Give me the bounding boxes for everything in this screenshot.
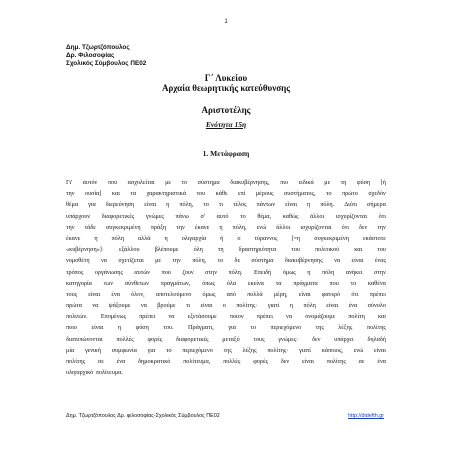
body-word: η [166, 201, 170, 209]
body-word: ειδικά [298, 179, 314, 186]
body-word: κάποιος, [321, 346, 343, 354]
body-word: κάθε [215, 190, 228, 198]
body-word: η [94, 234, 98, 242]
body-word: κατηγορία [66, 279, 92, 287]
body-word: στην [205, 268, 218, 276]
body-word: συγκεκριμένη [314, 234, 349, 242]
body-word: αυτόν [82, 179, 98, 186]
body-word: πόλη, [192, 257, 207, 265]
body-word: αλλά [137, 234, 151, 242]
body-word: σχεδόν [368, 190, 386, 198]
body-word: πολιτικού [315, 246, 340, 254]
body-line [66, 300, 386, 311]
body-line [66, 289, 386, 300]
body-word: Πράγματι, [188, 324, 214, 332]
body-word: γιατί [267, 302, 280, 310]
body-word: γνώμες [145, 212, 164, 220]
body-word: το [181, 179, 188, 186]
body-word: ισχυρίζονται [300, 223, 332, 231]
body-word: είναι [200, 302, 213, 310]
body-word: η [289, 302, 294, 310]
body-word: καθώς [282, 212, 299, 220]
body-word: συστήματος, [283, 190, 316, 198]
body-word: Γι' [66, 179, 73, 186]
course-title: Αρχαία θεωρητικής κατεύθυνσης [161, 83, 291, 93]
body-word: θέμα, [257, 212, 272, 220]
body-word: πάνω [175, 212, 189, 220]
body-word: γενική [84, 346, 102, 354]
body-word: με [165, 179, 172, 186]
body-word: πράγματα [293, 279, 318, 287]
body-word: εξάλλου [118, 246, 140, 254]
body-word: ανήκει [345, 268, 363, 276]
unit-heading: Ενότητα 15η [205, 120, 247, 129]
body-word: συγκεκριμένη [105, 223, 141, 231]
body-word: να [286, 313, 293, 321]
body-word: τα [275, 279, 282, 287]
body-word: φύση [356, 179, 371, 186]
body-word: άλλοι [276, 223, 291, 231]
body-word: ουσία] [84, 190, 102, 198]
body-word: αυτών [134, 268, 151, 276]
author-name-line: Δημ. Τζωρτζόπουλος [66, 44, 130, 51]
body-word: το [240, 212, 246, 220]
body-word: δηλαδή [367, 335, 386, 343]
body-word: είναι [373, 346, 386, 354]
body-word: ότι [351, 290, 359, 298]
body-word: υπάρχουν [66, 212, 91, 220]
body-word: πολλά [247, 290, 263, 298]
body-word: λέξης [338, 324, 353, 332]
page-footer [66, 413, 384, 419]
body-line [66, 334, 386, 345]
text-author-heading: Αριστοτέλης [201, 105, 251, 115]
body-word: πολίτευμα. [95, 369, 123, 377]
body-word: σύνθετων [124, 279, 149, 287]
body-word: όμως [282, 268, 296, 276]
body-word: που [107, 179, 118, 186]
body-word: πολίτης [326, 358, 346, 365]
body-line [66, 345, 386, 356]
body-word: η [307, 268, 311, 276]
body-word: πόλη, [232, 223, 247, 231]
body-word: και [354, 246, 363, 254]
body-word: στην [374, 268, 386, 276]
body-word: βλέπουμε [154, 246, 179, 254]
body-line [66, 267, 386, 278]
body-word: πόλη [303, 302, 316, 310]
body-word: η [164, 234, 168, 242]
body-word: είναι [88, 290, 101, 298]
body-word: «κυβέρνηση»]· [66, 246, 104, 254]
body-word: διακυβέρνησης [284, 257, 323, 265]
body-word: δεν [312, 335, 321, 343]
author-title-line: Δρ. Φιλοσοφίας [66, 52, 115, 59]
body-word: φανερό [321, 290, 341, 298]
body-word: του [377, 246, 386, 254]
body-word: έκανε [194, 223, 210, 231]
body-word: να [100, 257, 107, 265]
body-word: το [203, 201, 209, 209]
body-word: σε [97, 358, 104, 365]
body-word: γιατί [299, 346, 311, 354]
body-word: ένας [374, 257, 386, 265]
body-word: ενώ [353, 346, 364, 354]
body-word: το [250, 324, 257, 332]
body-word: πόλη [111, 234, 124, 242]
body-word: όλη [193, 246, 203, 254]
body-word: πολίτης [366, 324, 386, 332]
body-word: τη [217, 246, 224, 254]
body-line [66, 222, 386, 233]
body-word: ισχυρίζονται [335, 212, 367, 220]
body-word: επί [238, 190, 246, 198]
body-word: Διότι [344, 201, 358, 209]
body-word: όλα [226, 279, 237, 287]
body-word: τύραννος [254, 234, 278, 242]
body-word: ο [222, 302, 226, 310]
body-word: πολλές [116, 335, 134, 343]
body-word: σ' [200, 212, 205, 220]
body-word: είναι [326, 302, 339, 310]
body-word: Επομένως [100, 313, 127, 321]
body-word: δεν [280, 358, 290, 365]
body-word: διακυβέρνησης, [230, 179, 270, 186]
body-word: εξετάσουμε [187, 313, 217, 321]
body-word: οργάνωσης [94, 268, 123, 276]
body-word: ονομάζουμε [305, 313, 336, 321]
body-line [66, 311, 386, 322]
body-word: από [226, 290, 237, 298]
body-word: η [117, 324, 122, 332]
body-word: ψάξουμε [108, 302, 131, 310]
body-paragraph [66, 177, 386, 378]
body-word: πολλές [223, 358, 241, 365]
body-word: η [219, 223, 223, 231]
body-word: ένα [116, 358, 126, 365]
body-word: αυτό [216, 212, 229, 220]
body-word: πρώτα [66, 302, 83, 310]
body-word: μεταξύ [222, 335, 240, 343]
body-word: διατυπώνονται [66, 335, 103, 343]
body-word: δε [234, 257, 241, 265]
body-word: το [325, 190, 332, 198]
body-word: την [176, 223, 185, 231]
body-word: το [217, 257, 224, 265]
body-word: μία [66, 346, 75, 354]
body-word: ένα [377, 358, 386, 365]
body-word: να [140, 302, 147, 310]
body-word: του [196, 190, 206, 198]
body-word: σύνολο [367, 302, 386, 310]
body-word: είναι [351, 257, 364, 265]
body-word: να [334, 257, 341, 265]
body-word: πάντων [256, 201, 276, 209]
body-word: δεν [359, 223, 368, 231]
body-word: φορές [253, 358, 268, 365]
body-word: όμως [202, 290, 216, 298]
body-word: και [377, 313, 386, 321]
body-word: το [350, 279, 357, 287]
body-word: την [66, 223, 75, 231]
body-word: εκείνα [247, 279, 264, 287]
body-word: να [168, 313, 175, 321]
body-word: πόλη. [228, 268, 243, 276]
body-word: πρέπει [256, 313, 273, 321]
body-word: είναι [301, 358, 314, 365]
body-word: ποιο [66, 324, 77, 332]
body-word: τάδε [84, 223, 96, 231]
body-word: τι [218, 201, 224, 209]
body-word: του [291, 246, 300, 254]
body-word: πολιτών. [66, 313, 88, 321]
body-line [66, 367, 386, 378]
body-word: πολίτευμα, [183, 358, 211, 365]
body-line [66, 211, 386, 222]
body-word: ότι [341, 223, 349, 231]
body-word: τη [340, 179, 347, 186]
body-word: τι [185, 302, 191, 310]
body-word: πολίτης· [267, 346, 289, 354]
body-word: ένα [111, 290, 120, 298]
body-word: τους [66, 290, 78, 298]
body-word: ενώ [256, 223, 267, 231]
body-word: περιεχόμενο [182, 346, 213, 354]
body-line [66, 322, 386, 333]
body-word: είναι [144, 201, 157, 209]
grade-title: Γ΄ Λυκείου [204, 73, 248, 83]
body-word: όλον, [131, 290, 145, 298]
body-word: είναι [298, 290, 311, 298]
body-word: να [92, 302, 99, 310]
body-word: δημοκρατικό [138, 358, 171, 365]
body-word: για [228, 324, 236, 332]
body-word: η [307, 201, 311, 209]
body-word: μέρη, [273, 290, 288, 298]
body-word: τέλος [233, 201, 247, 209]
body-word: ή [220, 234, 224, 242]
body-word: διαφορετικές [176, 335, 209, 343]
body-word: το [165, 346, 172, 354]
body-line [66, 244, 386, 255]
body-word: ένα [348, 302, 358, 310]
body-word: με [155, 257, 162, 265]
body-word: πραγμάτων, [160, 279, 191, 287]
body-word: πιο [280, 179, 289, 186]
body-word: της [223, 346, 232, 354]
body-word: έκανε [66, 234, 81, 242]
body-word: πρέπει [369, 290, 386, 298]
document-title [0, 73, 452, 93]
body-word: εκάστοτε [362, 234, 386, 242]
body-word: πόλη [321, 268, 335, 276]
body-word: πράξη [150, 223, 167, 231]
body-word: σήμερα [367, 201, 386, 209]
body-word: όπως [202, 279, 215, 287]
body-word: ζουν [182, 268, 194, 276]
body-word: πρέπει [139, 313, 156, 321]
body-word: καθένα [367, 279, 386, 287]
body-word: φορές [147, 335, 163, 343]
body-word: χαρακτηριστικά [146, 190, 187, 198]
body-word: σύστημα [251, 257, 274, 265]
body-word: της [315, 324, 324, 332]
body-word: συμφωνία [111, 346, 137, 354]
body-word: σχετίζεται [118, 257, 144, 265]
body-word: τους [253, 335, 265, 343]
body-word: υπάρχει [334, 335, 354, 343]
body-word: των [103, 279, 114, 287]
body-word: [ή [380, 179, 386, 186]
body-line [66, 199, 386, 210]
footer-text: Δημ. Τζωρτζόπουλος Δρ. φιλοσοφίας-Σχολικός Σύμβουλος ΠΕ02 [66, 413, 220, 419]
body-word: πρώτο [342, 190, 358, 198]
body-word: ότι [378, 212, 386, 220]
body-word: σε [358, 358, 365, 365]
body-word: γνώμες· [278, 335, 299, 343]
body-word: διαφορετικές [101, 212, 135, 220]
body-word: ολιγαρχικό [66, 369, 94, 377]
body-line [66, 278, 386, 289]
body-word: πόλη, [179, 201, 194, 209]
body-word: για [147, 346, 156, 354]
body-word: ποιον [229, 313, 244, 321]
body-word: ο [237, 234, 241, 242]
body-word: Επειδή [253, 268, 272, 276]
body-word: την [66, 190, 75, 198]
body-word: [=η [291, 234, 301, 242]
body-word: διερεύνηση [105, 201, 135, 209]
body-word: άλλοι [310, 212, 325, 220]
body-word: του. [163, 324, 174, 332]
body-word: νομοθέτη [66, 257, 90, 265]
body-word: με [324, 179, 331, 186]
author-role-line: Σχολικός Σύμβουλος ΠΕ02 [66, 60, 147, 67]
body-line [66, 177, 386, 188]
footer-link[interactable]: http://didefth.gr [348, 413, 384, 419]
body-word: είναι [91, 324, 104, 332]
body-line [66, 188, 386, 199]
body-word: αποτελούμενο [155, 290, 192, 298]
body-word: που [161, 268, 171, 276]
body-word: και [111, 190, 120, 198]
body-word: βρούμε [157, 302, 176, 310]
body-line [66, 233, 386, 244]
section-heading: 1. Μετάφραση [202, 149, 250, 158]
body-word: πολίτη [348, 313, 365, 321]
body-word: πολίτης [66, 358, 86, 365]
body-word: την [377, 223, 386, 231]
page-number: 1 [224, 19, 228, 25]
body-word: πολίτης· [236, 302, 258, 310]
body-word: ολιγαρχία [181, 234, 207, 242]
body-word: σύστημα [197, 179, 220, 186]
body-line [66, 255, 386, 266]
body-word: την [172, 257, 181, 265]
author-block [66, 44, 146, 68]
body-word: τρόπος [66, 268, 84, 276]
body-word: τα [130, 190, 137, 198]
body-word: λέξης [242, 346, 257, 354]
body-word: φύση [135, 324, 149, 332]
body-word: πόλη. [320, 201, 335, 209]
body-word: για [88, 201, 96, 209]
body-word: θέμα [66, 201, 79, 209]
body-word: ασχολείται [127, 179, 155, 186]
body-line [66, 356, 386, 367]
body-word: είναι [285, 201, 298, 209]
body-word: περιεχόμενο [270, 324, 302, 332]
body-word: που [329, 279, 339, 287]
body-word: μέρους [255, 190, 274, 198]
body-word: δραστηριότητα [238, 246, 277, 254]
